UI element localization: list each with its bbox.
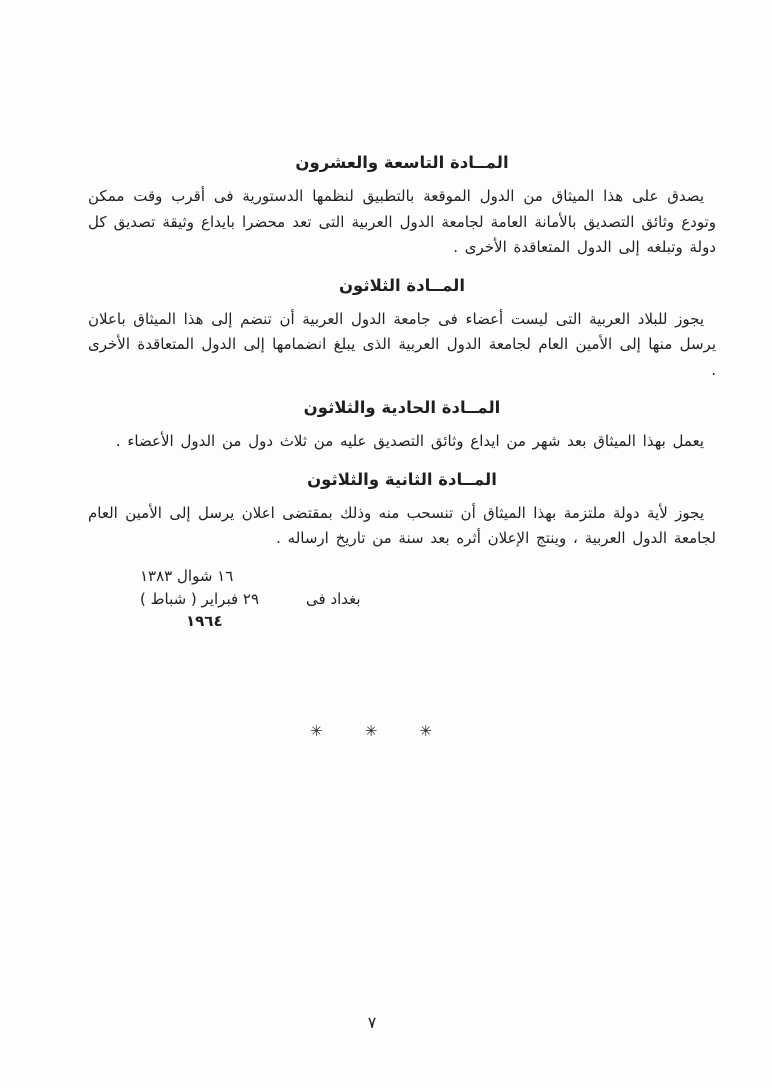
- article-31-heading: المــادة الحادية والثلاثون: [303, 398, 501, 417]
- article-30-body: يجوز للبلاد العربية التى ليست أعضاء فى جامعة الدول العربية أن تنضم إلى هذا الميثاق باعلان يرسل منها إلى الأمين العام لجامعة الدول العربية الذى يبلغ انضمامها إلى الدول المتعاقدة الأخرى .: [88, 309, 716, 379]
- signature-gregorian-year: ١٩٦٤: [186, 611, 223, 630]
- page-number: ٧: [367, 1013, 377, 1032]
- section-separator: [310, 722, 432, 740]
- signature-place: بغداد فى: [306, 589, 361, 608]
- article-30-heading: المــادة الثلاثون: [338, 275, 466, 295]
- article-29-body: يصدق على هذا الميثاق من الدول الموقعة بالتطبيق لنظمها الدستورية فى أقرب وقت ممكن وتودع وثائق التصديق بالأمانة العامة لجامعة الدول العربية التى تعد محضرا بايداع وثيقة تصديق كل دولة وتبلغه إلى الدول المتعاقدة الأخرى .: [88, 187, 716, 256]
- article-31-body: يعمل بهذا الميثاق بعد شهر من ايداع وثائق التصديق عليه من ثلاث دول من الدول الأعضاء .: [115, 432, 704, 450]
- article-32-body: يجوز لأية دولة ملتزمة بهذا الميثاق أن تنسحب منه وذلك بمقتضى اعلان يرسل إلى الأمين العام لجامعة الدول العربية ، وينتج الإعلان أثره بعد سنة من تاريخ ارساله .: [88, 503, 716, 547]
- asterisk-icon: ✳: [419, 722, 432, 740]
- signature-hijri-date: ١٦ شوال ١٣٨٣: [140, 566, 234, 585]
- asterisk-icon: ✳: [310, 722, 323, 740]
- article-32-heading: المــادة الثانية والثلاثون: [307, 469, 497, 489]
- article-29-heading: المــادة التاسعة والعشرون: [295, 153, 509, 172]
- signature-block: [88, 567, 716, 637]
- signature-gregorian-date: ٢٩ فبراير ( شباط ): [140, 589, 260, 608]
- asterisk-icon: ✳: [364, 722, 378, 740]
- document-body: [88, 0, 716, 637]
